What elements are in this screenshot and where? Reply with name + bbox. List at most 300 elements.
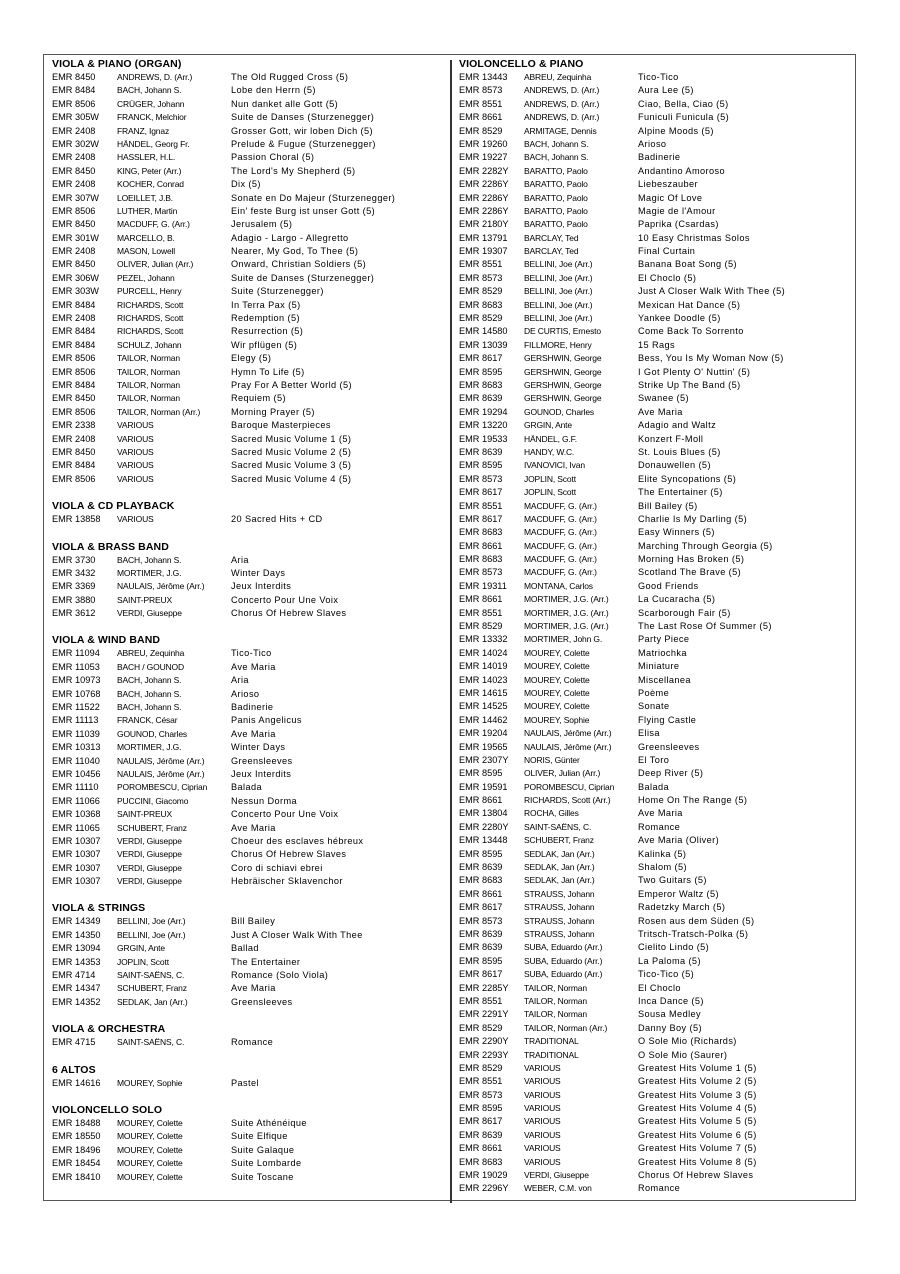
work-title: Prelude & Fugue (Sturzenegger) <box>231 138 376 149</box>
catalog-number: EMR 11039 <box>52 728 100 739</box>
work-title: Hebräischer Sklavenchor <box>231 876 343 887</box>
catalog-number: EMR 2286Y <box>459 179 509 190</box>
composer-name: VARIOUS <box>524 1116 561 1127</box>
catalog-number: EMR 8450 <box>52 165 96 176</box>
catalog-entry <box>459 982 851 995</box>
catalog-number: EMR 11094 <box>52 648 100 659</box>
work-title: Chorus Of Hebrew Slaves <box>231 849 347 860</box>
catalog-number: EMR 2408 <box>52 246 96 257</box>
catalog-number: EMR 8595 <box>459 366 503 377</box>
composer-name: MOUREY, Colette <box>524 674 590 685</box>
work-title: Greatest Hits Volume 3 (5) <box>638 1089 757 1100</box>
work-title: Bess, You Is My Woman Now (5) <box>638 353 784 364</box>
catalog-number: EMR 8617 <box>459 513 503 524</box>
catalog-entry <box>459 500 851 513</box>
catalog-entry <box>459 1102 851 1115</box>
catalog-number: EMR 10973 <box>52 675 101 686</box>
catalog-entry <box>459 526 851 539</box>
work-title: Suite (Sturzenegger) <box>231 286 324 297</box>
catalog-entry <box>459 1129 851 1142</box>
work-title: Jeux Interdits <box>231 581 292 592</box>
work-title: Tritsch-Tratsch-Polka (5) <box>638 929 749 939</box>
catalog-entry <box>459 995 851 1008</box>
work-title: Winter Days <box>231 567 286 578</box>
composer-name: MARCELLO, B. <box>117 232 175 243</box>
section-title: VIOLONCELLO SOLO <box>52 1104 163 1116</box>
composer-name: ANDREWS, D. (Arr.) <box>524 85 600 96</box>
catalog-entry <box>459 98 851 111</box>
section-spacer <box>52 620 444 633</box>
catalog-number: EMR 302W <box>52 138 99 149</box>
work-title: 15 Rags <box>638 339 676 350</box>
catalog-number: EMR 14580 <box>459 326 508 337</box>
catalog-entry <box>52 594 444 607</box>
catalog-section <box>52 57 444 486</box>
catalog-entry <box>52 1157 444 1170</box>
work-title: Baroque Masterpieces <box>231 420 331 431</box>
catalog-entry <box>459 433 851 446</box>
work-title: Passion Choral (5) <box>231 152 315 163</box>
composer-name: BELLINI, Joe (Arr.) <box>524 259 593 270</box>
catalog-number: EMR 13039 <box>459 339 508 350</box>
catalog-number: EMR 19311 <box>459 580 507 591</box>
catalog-number: EMR 8661 <box>459 594 503 605</box>
catalog-number: EMR 2280Y <box>459 821 509 832</box>
catalog-entry <box>459 593 851 606</box>
catalog-number: EMR 8506 <box>52 473 96 484</box>
work-title: Matriochka <box>638 647 687 658</box>
catalog-number: EMR 8551 <box>459 98 503 109</box>
catalog-number: EMR 8661 <box>459 1143 503 1154</box>
catalog-entry <box>52 835 444 848</box>
composer-name: VARIOUS <box>524 1076 561 1087</box>
work-title: Party Piece <box>638 634 690 645</box>
catalog-entry <box>52 1171 444 1184</box>
work-title: Ave Maria <box>231 983 276 994</box>
composer-name: MORTIMER, J.G. <box>117 742 182 753</box>
catalog-number: EMR 13443 <box>459 72 508 82</box>
work-title: Alpine Moods (5) <box>638 125 714 136</box>
catalog-number: EMR 10768 <box>52 688 101 699</box>
work-title: Tico-Tico <box>231 648 272 659</box>
work-title: St. Louis Blues (5) <box>638 446 721 457</box>
catalog-entry <box>52 1144 444 1157</box>
work-title: El Choclo (5) <box>638 272 697 283</box>
work-title: Tico-Tico <box>638 72 679 82</box>
catalog-number: EMR 8573 <box>459 1089 503 1100</box>
left-column <box>52 57 444 1184</box>
catalog-entry <box>459 834 851 847</box>
composer-name: MASON, Lowell <box>117 246 176 257</box>
catalog-entry <box>52 661 444 674</box>
composer-name: PUCCINI, Giacomo <box>117 795 189 806</box>
work-title: Balada <box>231 782 263 793</box>
composer-name: TRADITIONAL <box>524 1036 579 1047</box>
composer-name: SUBA, Eduardo (Arr.) <box>524 969 603 980</box>
catalog-entry <box>52 862 444 875</box>
catalog-entry <box>52 218 444 231</box>
catalog-section <box>52 901 444 1009</box>
composer-name: ANDREWS, D. (Arr.) <box>524 112 600 123</box>
catalog-entry <box>459 71 851 84</box>
catalog-number: EMR 11066 <box>52 795 100 806</box>
catalog-number: EMR 8639 <box>459 929 503 939</box>
catalog-number: EMR 8595 <box>459 848 503 859</box>
work-title: Requiem (5) <box>231 393 286 404</box>
composer-name: VERDI, Giuseppe <box>117 849 182 860</box>
composer-name: BARATTO, Paolo <box>524 165 588 176</box>
composer-name: VARIOUS <box>117 460 154 471</box>
catalog-number: EMR 8639 <box>459 393 503 404</box>
catalog-entry <box>52 111 444 124</box>
work-title: Suite Elfique <box>231 1131 288 1142</box>
catalog-number: EMR 13791 <box>459 232 508 243</box>
work-title: Romance <box>638 821 681 832</box>
composer-name: MOUREY, Colette <box>117 1171 183 1182</box>
composer-name: NAULAIS, Jérôme (Arr.) <box>117 755 205 766</box>
work-title: Greatest Hits Volume 4 (5) <box>638 1103 757 1114</box>
work-title: La Cucaracha (5) <box>638 594 716 605</box>
section-spacer <box>52 1050 444 1063</box>
catalog-entry <box>459 192 851 205</box>
work-title: Jeux Interdits <box>231 768 292 779</box>
work-title: Pastel <box>231 1077 259 1088</box>
catalog-number: EMR 3612 <box>52 608 96 619</box>
work-title: Greatest Hits Volume 8 (5) <box>638 1156 757 1167</box>
catalog-number: EMR 18496 <box>52 1144 101 1155</box>
work-title: Greatest Hits Volume 7 (5) <box>638 1143 757 1154</box>
catalog-number: EMR 10307 <box>52 876 101 887</box>
composer-name: MOUREY, Colette <box>117 1118 183 1128</box>
work-title: Ballad <box>231 943 259 954</box>
work-title: Sacred Music Volume 1 (5) <box>231 433 352 444</box>
composer-name: FRANCK, César <box>117 715 178 726</box>
work-title: Romance <box>231 1037 274 1048</box>
section-spacer <box>52 888 444 901</box>
catalog-entry <box>459 178 851 191</box>
work-title: Suite Toscane <box>231 1171 294 1182</box>
work-title: Nessun Dorma <box>231 795 298 806</box>
work-title: Greatest Hits Volume 5 (5) <box>638 1116 757 1127</box>
work-title: Swanee (5) <box>638 393 689 404</box>
section-title: VIOLA & BRASS BAND <box>52 540 169 553</box>
work-title: Scotland The Brave (5) <box>638 567 742 578</box>
work-title: Sacred Music Volume 4 (5) <box>231 473 352 484</box>
catalog-number: EMR 301W <box>52 232 99 243</box>
work-title: O Sole Mio (Richards) <box>638 1036 737 1047</box>
catalog-entry <box>459 1075 851 1088</box>
catalog-entry <box>459 901 851 914</box>
work-title: Badinerie <box>638 152 681 163</box>
section-entries <box>52 554 444 621</box>
catalog-entry <box>52 205 444 218</box>
composer-name: BARCLAY, Ted <box>524 232 579 243</box>
composer-name: GRGIN, Ante <box>117 943 165 954</box>
catalog-number: EMR 18550 <box>52 1131 101 1142</box>
composer-name: BACH, Johann S. <box>117 702 182 713</box>
work-title: Strike Up The Band (5) <box>638 379 741 390</box>
composer-name: MOUREY, Colette <box>524 661 590 672</box>
catalog-number: EMR 8529 <box>459 621 503 632</box>
catalog-number: EMR 8639 <box>459 1129 503 1140</box>
catalog-entry <box>52 580 444 593</box>
composer-name: VARIOUS <box>524 1103 561 1114</box>
composer-name: VARIOUS <box>117 420 154 431</box>
composer-name: OLIVER, Julian (Arr.) <box>117 259 194 270</box>
catalog-number: EMR 10307 <box>52 849 101 860</box>
catalog-entry <box>459 1115 851 1128</box>
catalog-entry <box>52 272 444 285</box>
work-title: Greatest Hits Volume 2 (5) <box>638 1076 757 1087</box>
catalog-entry <box>459 767 851 780</box>
section-title: VIOLA & WIND BAND <box>52 634 161 647</box>
catalog-number: EMR 8573 <box>459 915 503 926</box>
catalog-number: EMR 8639 <box>459 942 503 953</box>
composer-name: SEDLAK, Jan (Arr.) <box>524 875 595 886</box>
catalog-number: EMR 10368 <box>52 809 101 820</box>
composer-name: VERDI, Giuseppe <box>117 862 182 873</box>
work-title: Tico-Tico (5) <box>638 969 695 980</box>
work-title: Home On The Range (5) <box>638 795 748 806</box>
composer-name: TAILOR, Norman <box>524 995 587 1006</box>
catalog-entry <box>52 969 444 982</box>
composer-name: SEDLAK, Jan (Arr.) <box>524 862 595 873</box>
composer-name: SEDLAK, Jan (Arr.) <box>117 996 188 1007</box>
catalog-number: EMR 2408 <box>52 433 96 444</box>
catalog-number: EMR 2286Y <box>459 205 509 216</box>
catalog-number: EMR 305W <box>52 112 99 123</box>
composer-name: MORTIMER, J.G. (Arr.) <box>524 621 609 632</box>
composer-name: MACDUFF, G. (Arr.) <box>524 567 597 578</box>
catalog-number: EMR 8551 <box>459 1076 503 1087</box>
composer-name: SUBA, Eduardo (Arr.) <box>524 942 603 953</box>
composer-name: TRADITIONAL <box>524 1049 579 1060</box>
right-column <box>459 57 851 1196</box>
section-title: VIOLA & STRINGS <box>52 902 146 915</box>
composer-name: POROMBESCU, Ciprian <box>117 782 208 793</box>
catalog-entry <box>459 580 851 593</box>
catalog-entry <box>52 996 444 1009</box>
catalog-entry <box>459 232 851 245</box>
catalog-number: EMR 8506 <box>52 406 96 417</box>
catalog-entry <box>459 807 851 820</box>
work-title: Ave Maria <box>231 661 276 672</box>
catalog-entry <box>52 795 444 808</box>
work-title: Elisa <box>638 728 660 739</box>
composer-name: RICHARDS, Scott <box>117 326 184 337</box>
catalog-number: EMR 14462 <box>459 714 508 725</box>
catalog-section <box>52 1063 444 1090</box>
catalog-number: EMR 14352 <box>52 996 101 1007</box>
composer-name: ROCHA, Gilles <box>524 808 579 819</box>
catalog-number: EMR 307W <box>52 192 99 203</box>
composer-name: FRANZ, Ignaz <box>117 125 170 136</box>
catalog-number: EMR 13804 <box>459 808 508 819</box>
catalog-entry <box>459 486 851 499</box>
composer-name: RICHARDS, Scott (Arr.) <box>524 795 611 806</box>
composer-name: VARIOUS <box>117 446 154 457</box>
catalog-entry <box>52 1130 444 1143</box>
composer-name: SCHUBERT, Franz <box>524 835 594 846</box>
work-title: Arioso <box>638 138 667 149</box>
catalog-entry <box>52 299 444 312</box>
composer-name: LOEILLET, J.B. <box>117 192 174 203</box>
catalog-entry <box>52 741 444 754</box>
catalog-section <box>52 540 444 621</box>
work-title: Come Back To Sorrento <box>638 326 744 337</box>
work-title: Adagio - Largo - Allegretto <box>231 232 349 243</box>
work-title: 20 Sacred Hits + CD <box>231 514 323 525</box>
section-spacer <box>52 486 444 499</box>
catalog-entry <box>52 392 444 405</box>
catalog-number: EMR 11113 <box>52 715 99 726</box>
catalog-entry <box>459 540 851 553</box>
catalog-number: EMR 10307 <box>52 835 101 846</box>
composer-name: MOUREY, Colette <box>524 647 590 658</box>
catalog-entry <box>459 392 851 405</box>
catalog-number: EMR 2338 <box>52 420 96 431</box>
catalog-number: EMR 14615 <box>459 687 508 698</box>
catalog-number: EMR 2408 <box>52 152 96 163</box>
work-title: Greatest Hits Volume 6 (5) <box>638 1129 757 1140</box>
composer-name: CRÜGER, Johann <box>117 98 185 109</box>
composer-name: NORIS, Günter <box>524 754 580 765</box>
composer-name: TAILOR, Norman <box>117 379 180 390</box>
composer-name: BARATTO, Paolo <box>524 192 588 203</box>
composer-name: SAINT-SAËNS, C. <box>524 821 592 832</box>
catalog-entry <box>459 258 851 271</box>
work-title: Kalinka (5) <box>638 848 687 859</box>
catalog-entry <box>459 955 851 968</box>
catalog-number: EMR 13220 <box>459 420 508 431</box>
catalog-entry <box>52 982 444 995</box>
catalog-entry <box>52 419 444 432</box>
composer-name: GOUNOD, Charles <box>117 728 188 739</box>
work-title: Sacred Music Volume 3 (5) <box>231 460 352 471</box>
catalog-number: EMR 2307Y <box>459 754 509 765</box>
composer-name: VERDI, Giuseppe <box>117 608 182 619</box>
catalog-number: EMR 8595 <box>459 955 503 966</box>
catalog-number: EMR 8595 <box>459 460 503 471</box>
catalog-number: EMR 8683 <box>459 875 503 886</box>
catalog-entry <box>459 473 851 486</box>
catalog-entry <box>52 607 444 620</box>
work-title: 10 Easy Christmas Solos <box>638 232 750 243</box>
catalog-entry <box>459 566 851 579</box>
catalog-entry <box>459 325 851 338</box>
catalog-entry <box>52 125 444 138</box>
catalog-number: EMR 8661 <box>459 888 503 899</box>
catalog-entry <box>52 433 444 446</box>
catalog-number: EMR 8573 <box>459 473 503 484</box>
work-title: Lobe den Herrn (5) <box>231 85 316 96</box>
section-title: VIOLA & ORCHESTRA <box>52 1023 166 1036</box>
catalog-entry <box>459 848 851 861</box>
composer-name: NAULAIS, Jérôme (Arr.) <box>524 728 612 739</box>
catalog-entry <box>52 192 444 205</box>
work-title: Good Friends <box>638 580 699 591</box>
composer-name: HASSLER, H.L. <box>117 152 176 163</box>
section-entries <box>52 915 444 1009</box>
catalog-entry <box>52 473 444 486</box>
catalog-entry <box>52 688 444 701</box>
work-title: In Terra Pax (5) <box>231 299 301 310</box>
work-title: Romance <box>638 1183 681 1194</box>
work-title: Ciao, Bella, Ciao (5) <box>638 98 729 109</box>
work-title: Panis Angelicus <box>231 715 302 726</box>
catalog-entry <box>459 754 851 767</box>
composer-name: VERDI, Giuseppe <box>117 835 182 846</box>
composer-name: BACH, Johann S. <box>117 554 182 565</box>
catalog-entry <box>459 339 851 352</box>
catalog-number: EMR 2291Y <box>459 1009 509 1020</box>
catalog-entry <box>52 647 444 660</box>
composer-name: KING, Peter (Arr.) <box>117 165 182 176</box>
catalog-number: EMR 8683 <box>459 1156 503 1167</box>
catalog-entry <box>52 942 444 955</box>
work-title: Radetzky March (5) <box>638 902 726 913</box>
catalog-number: EMR 8506 <box>52 366 96 377</box>
catalog-section <box>52 1022 444 1049</box>
catalog-number: EMR 2408 <box>52 125 96 136</box>
catalog-number: EMR 8595 <box>459 1103 503 1114</box>
catalog-number: EMR 3880 <box>52 594 96 605</box>
work-title: Inca Dance (5) <box>638 995 704 1006</box>
work-title: Nearer, My God, To Thee (5) <box>231 246 359 257</box>
catalog-number: EMR 8573 <box>459 272 503 283</box>
work-title: Scarborough Fair (5) <box>638 607 731 618</box>
composer-name: MORTIMER, J.G. <box>117 567 182 578</box>
composer-name: BELLINI, Joe (Arr.) <box>524 272 593 283</box>
catalog-entry <box>459 915 851 928</box>
composer-name: STRAUSS, Johann <box>524 902 595 913</box>
work-title: Coro di schiavi ebrei <box>231 862 323 873</box>
catalog-entry <box>52 71 444 84</box>
composer-name: MOUREY, Colette <box>524 701 590 712</box>
catalog-number: EMR 8595 <box>459 768 503 779</box>
catalog-entry <box>52 446 444 459</box>
catalog-section <box>52 1103 444 1184</box>
catalog-number: EMR 14349 <box>52 916 101 927</box>
catalog-number: EMR 2408 <box>52 313 96 324</box>
composer-name: BELLINI, Joe (Arr.) <box>117 929 186 940</box>
composer-name: SCHUBERT, Franz <box>117 822 187 833</box>
catalog-number: EMR 10456 <box>52 768 101 779</box>
work-title: Danny Boy (5) <box>638 1022 702 1033</box>
catalog-entry <box>459 299 851 312</box>
work-title: Romance (Solo Viola) <box>231 970 329 981</box>
composer-name: VARIOUS <box>524 1156 561 1167</box>
work-title: The Entertainer <box>231 956 301 967</box>
catalog-entry <box>459 513 851 526</box>
catalog-entry <box>459 245 851 258</box>
work-title: Concerto Pour Une Voix <box>231 809 339 820</box>
work-title: Banana Boat Song (5) <box>638 259 737 270</box>
catalog-entry <box>459 821 851 834</box>
catalog-number: EMR 14616 <box>52 1077 101 1088</box>
composer-name: SUBA, Eduardo (Arr.) <box>524 955 603 966</box>
catalog-entry <box>459 687 851 700</box>
composer-name: POROMBESCU, Ciprian <box>524 781 615 792</box>
catalog-number: EMR 2293Y <box>459 1049 509 1060</box>
composer-name: SCHULZ, Johann <box>117 339 182 350</box>
catalog-number: EMR 8683 <box>459 527 503 538</box>
catalog-entry <box>459 928 851 941</box>
work-title: Ave Maria <box>638 406 683 417</box>
work-title: Magic Of Love <box>638 192 703 203</box>
composer-name: TAILOR, Norman <box>524 1009 587 1020</box>
work-title: Arioso <box>231 688 260 699</box>
